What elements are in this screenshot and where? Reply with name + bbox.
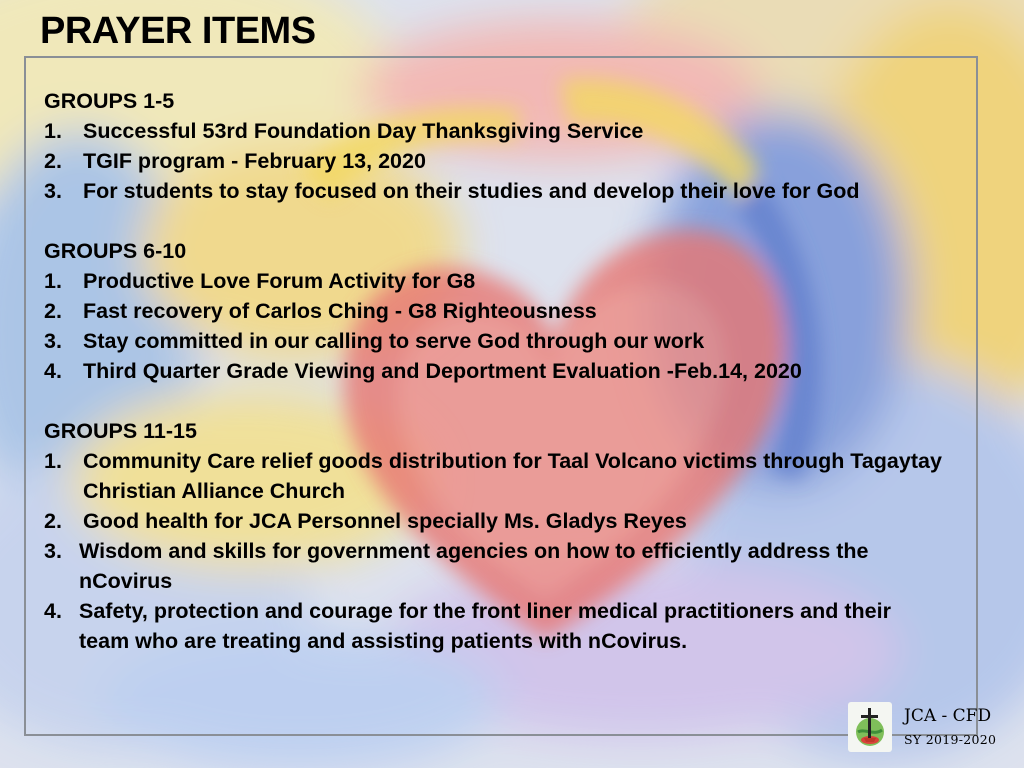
group-6-10 [44,236,944,386]
prayer-list [44,116,944,206]
group-11-15 [44,416,944,656]
group-heading: GROUPS 6-10 [44,239,187,263]
list-item: 4. Safety, protection and courage for the front liner medical practitioners and their team who are treating and assisting patients with nCovirus. [44,599,891,653]
prayer-list [44,446,944,656]
footer-org: JCA - CFD [904,706,992,726]
list-item: 1. Successful 53rd Foundation Day Thanksgiving Service [44,119,644,143]
slide-title: PRAYER ITEMS [40,10,316,52]
list-item: 3. Wisdom and skills for government agencies on how to efficiently address the nCovirus [44,539,869,593]
list-item: 3. Stay committed in our calling to serve God through our work [44,329,705,353]
group-heading: GROUPS 11-15 [44,419,197,443]
cross-globe-logo-icon [848,702,892,752]
list-item: 2. TGIF program - February 13, 2020 [44,149,426,173]
list-item: 2. Fast recovery of Carlos Ching - G8 Righteousness [44,299,597,323]
prayer-list [44,266,944,386]
list-item: 1. Community Care relief goods distribution for Taal Volcano victims through Tagaytay Christian Alliance Church [44,449,942,503]
list-item: 2. Good health for JCA Personnel specially Ms. Gladys Reyes [44,509,687,533]
list-item: 4. Third Quarter Grade Viewing and Deportment Evaluation -Feb.14, 2020 [44,359,802,383]
footer-school-year: SY 2019-2020 [904,732,997,747]
group-heading: GROUPS 1-5 [44,89,175,113]
prayer-items-content [44,86,944,656]
list-item: 3. For students to stay focused on their studies and develop their love for God [44,179,860,203]
footer [848,702,1008,754]
list-item: 1. Productive Love Forum Activity for G8 [44,269,476,293]
group-1-5 [44,86,944,206]
